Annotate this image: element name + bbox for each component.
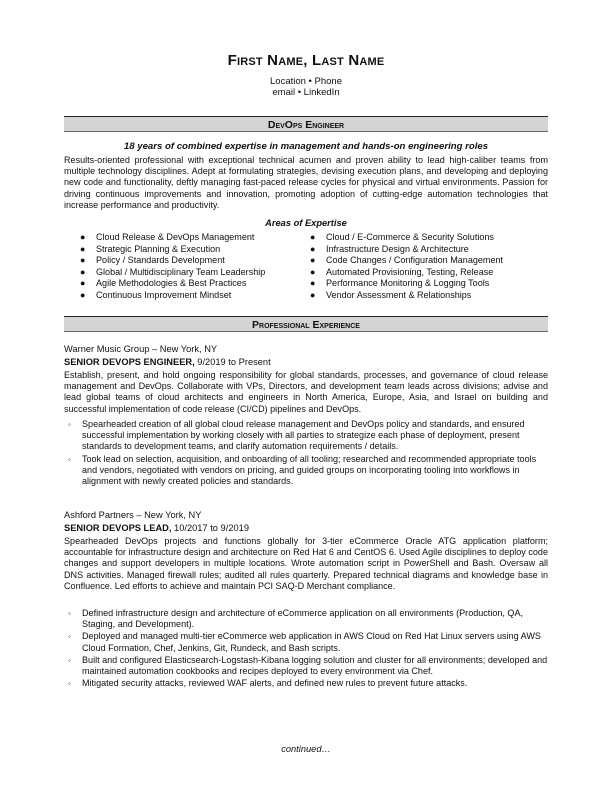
list-item: ◦ Mitigated security attacks, reviewed WAF alerts, and defined new rules to prevent future attacks. [68, 678, 468, 689]
job-dates: 10/2017 to 9/2019 [171, 523, 249, 533]
bullet-icon: ◦ [68, 454, 71, 464]
bullet-icon: ● [310, 232, 316, 242]
list-item: ◦ Built and configured Elasticsearch-Logstash-Kibana logging solution and cluster for all environments; developed and maintained automation cookbooks and recipes deployed to every environment via Chef. [68, 654, 548, 677]
list-item: ◦ Spearheaded creation of all global cloud release management and DevOps policy and standards, and ensured successful implementation by working closely with all parties to strategize each phase of deployment, present standards to development teams, and clarify automation requirements / details. [68, 419, 525, 452]
list-item: ● Cloud / E-Commerce & Security Solutions [310, 232, 494, 242]
job-bullets [64, 608, 548, 690]
job-description: Establish, present, and hold ongoing responsibility for global standards, processes, and governance of cloud release management and DevOps. Collaborate with VPs, Directors, and development team leads across divisions; advise and lead global teams of cloud architects and engineers in North America, Europe, Asia, and Israel on building and successful implementation of code release (CI/CD) pipelines and DevOps. [64, 370, 548, 414]
job-title-line [64, 523, 249, 533]
list-item: ● Global / Multidisciplinary Team Leadership [80, 266, 266, 277]
contact-location-phone: Location • Phone [270, 76, 342, 87]
section-title-experience: Professional Experience [64, 316, 548, 332]
job-company: Ashford Partners – New York, NY [64, 510, 202, 520]
bullet-icon: ● [310, 243, 316, 254]
bullet-icon: ◦ [68, 655, 71, 665]
bullet-icon: ● [310, 266, 316, 277]
bullet-icon: ● [310, 278, 316, 288]
bullet-icon: ● [80, 266, 86, 277]
summary-paragraph: Results-oriented professional with exceptional technical acumen and proven ability to lead high-caliber teams from multiple technology disciplines. Adept at formulating strategies, devising execution plans, and developing and deploying new code and functionality, deftly managing fast-paced release cycles for physical and virtual environments. Passion for driving continuous improvements and innovation, promoting adoption of cutting-edge automation technologies that increase performance and productivity. [64, 155, 548, 210]
bullet-icon: ● [80, 243, 86, 254]
list-item: ● Agile Methodologies & Best Practices [80, 278, 247, 288]
list-item: ● Continuous Improvement Mindset [80, 289, 232, 300]
job-title: SENIOR DEVOPS LEAD, [64, 523, 172, 533]
contact-email-linkedin: email • LinkedIn [272, 87, 340, 98]
list-item: ◦ Defined infrastructure design and architecture of eCommerce application on all environments (Production, QA, Staging, and Development). [68, 608, 524, 630]
list-item: ● Vendor Assessment & Relationships [310, 289, 472, 300]
continued-note: continued… [281, 744, 331, 754]
list-item: ● Policy / Standards Development [80, 255, 225, 265]
section-title-summary: DevOps Engineer [64, 116, 548, 132]
candidate-name: First Name, Last Name [227, 52, 385, 69]
areas-list-left [78, 232, 265, 301]
job-dates: 9/2019 to Present [194, 357, 271, 367]
job-company: Warner Music Group – New York, NY [64, 344, 218, 354]
list-item: ● Strategic Planning & Execution [80, 243, 221, 254]
areas-of-expertise-title: Areas of Expertise [265, 218, 347, 228]
bullet-icon: ◦ [68, 609, 71, 618]
list-item: ● Automated Provisioning, Testing, Release [310, 266, 494, 277]
job-bullets [64, 419, 548, 488]
bullet-icon: ◦ [68, 632, 71, 642]
job-title: SENIOR DEVOPS ENGINEER, [64, 357, 195, 367]
job-title-line [64, 357, 271, 367]
bullet-icon: ● [80, 255, 86, 265]
summary-headline: 18 years of combined expertise in management and hands-on engineering roles [123, 141, 489, 152]
list-item: ◦ Took lead on selection, acquisition, and onboarding of all tooling; researched and recommended appropriate tools and vendors, negotiated with vendors on pricing, and guided groups on incorporating tooling into workflows in alignment with newly created policies and standards. [68, 453, 537, 487]
list-item: ◦ Deployed and managed multi-tier eCommerce web application in AWS Cloud on Red Hat Linux servers using AWS Cloud Formation, Chef, Jenkins, Git, Rundeck, and Bash scripts. [68, 631, 541, 653]
areas-list-right [308, 232, 503, 301]
bullet-icon: ● [310, 255, 316, 265]
list-item: ● Performance Monitoring & Logging Tools [310, 278, 490, 288]
list-item: ● Infrastructure Design & Architecture [310, 243, 469, 254]
bullet-icon: ● [80, 278, 86, 288]
bullet-icon: ◦ [68, 679, 71, 689]
bullet-icon: ● [80, 289, 86, 300]
job-description: Spearheaded DevOps projects and functions globally for 3-tier eCommerce Oracle ATG application platform; accountable for infrastructure design and architecture on Red Hat 6 and CentOS 6. Used Agile disciplines to deploy code changes and support developers in multiple locations. Wrote automation script in PowerShell and Bash. Oversaw all DNS activities. Managed firewall rules; audited all rules quarterly. Prepared technical diagrams and knowledge base in Confluence. Led efforts to achieve and maintain PCI SAQ-D Merchant compliance. [64, 536, 548, 591]
bullet-icon: ● [310, 289, 316, 300]
bullet-icon: ◦ [68, 420, 71, 429]
bullet-icon: ● [80, 232, 86, 242]
list-item: ● Code Changes / Configuration Management [310, 255, 504, 265]
list-item: ● Cloud Release & DevOps Management [80, 232, 255, 242]
